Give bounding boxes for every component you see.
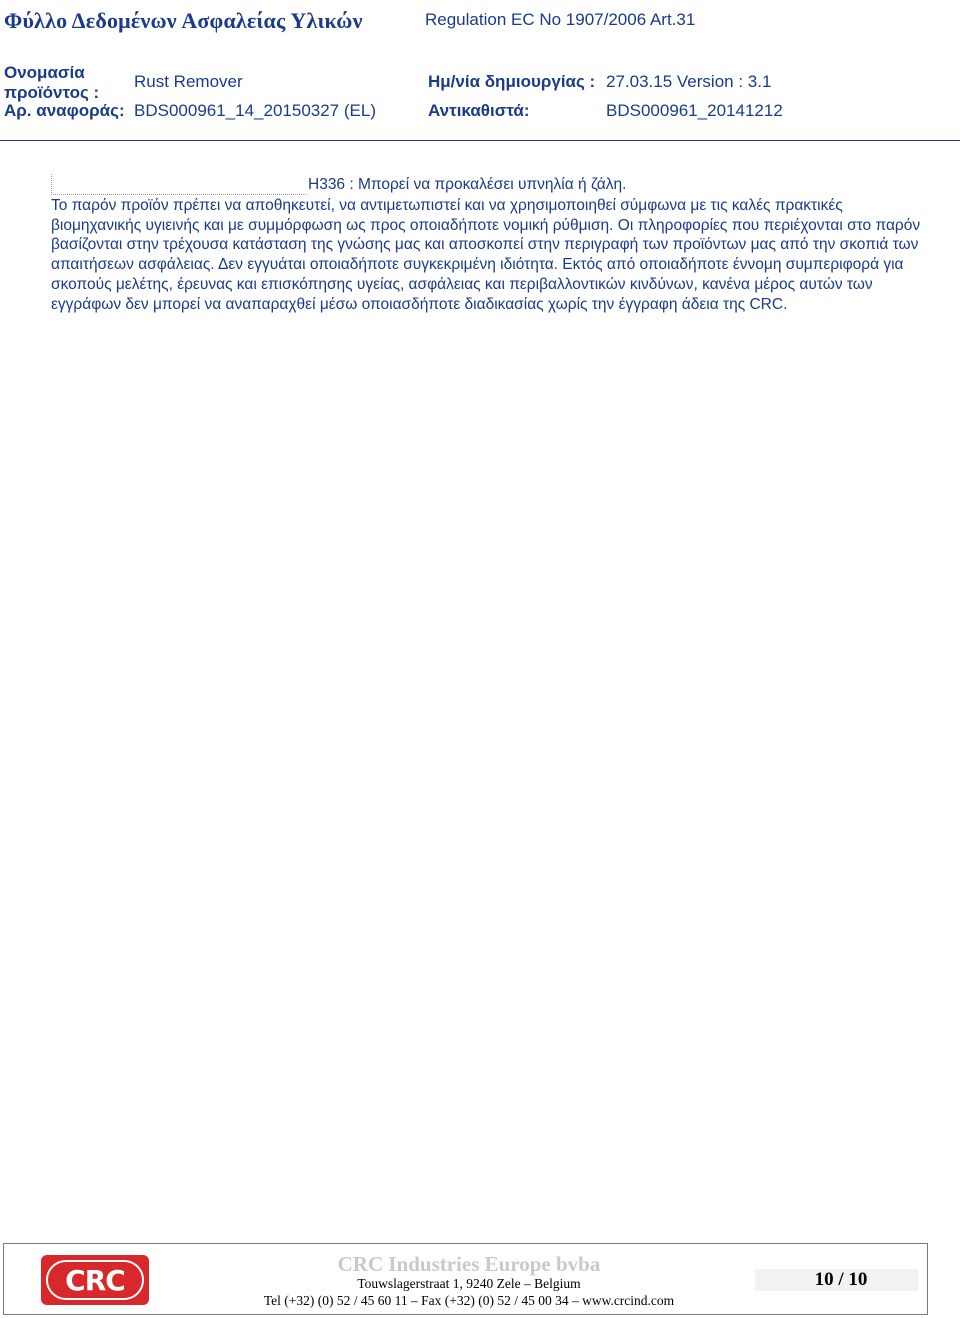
product-name-value: Rust Remover [134,72,243,91]
product-name-label [4,63,99,103]
regulation-label: Regulation EC No 1907/2006 Art.31 [425,10,696,29]
header-divider [0,140,960,141]
reference-number-label: Αρ. αναφοράς: [4,101,125,120]
crc-logo-text: CRC [65,1263,125,1297]
page-number: 10 / 10 [814,1269,868,1290]
crc-logo-icon [41,1255,149,1305]
product-name-label-line1: Ονομασία [4,63,85,82]
company-address: Touwslagerstraat 1, 9240 Zele – Belgium [357,1276,581,1291]
creation-date-value: 27.03.15 Version : 3.1 [606,72,772,91]
hazard-statement: H336 : Μπορεί να προκαλέσει υπνηλία ή ζάλη. [308,176,627,193]
crc-logo-ring [46,1260,144,1300]
company-name: CRC Industries Europe bvba [337,1252,601,1276]
disclaimer-paragraph: Το παρόν προϊόν πρέπει να αποθηκευτεί, να αντιμετωπιστεί και να χρησιμοποιηθεί σύμφωνα με τις καλές πρακτικές βιομηχανικής υγιεινής και με συμμόρφωση ως προς οποιαδήποτε νομική ρύθμιση. Οι πληροφορίες που περιέχονται στο παρόν βασίζονται στην τρέχουσα κατάσταση της γνώσης μας και αποσκοπεί στην περιγραφή των προϊόντων μας από την σκοπιά των απαιτήσεων ασφάλειας. Δεν εγγυάται οποιαδήποτε συγκεκριμένη ιδιότητα. Εκτός από οποιαδήποτε έννομη συμπεριφορά για σκοπούς μελέτης, έρευνας και επισκόπησης υγείας, ασφάλειας και περιβαλλοντικών κινδύνων, κανένα μέρος αυτών των εγγράφων δεν μπορεί να αναπαραχθεί μέσω οποιασδήποτε διαδικασίας χωρίς την έγγραφη άδεια της CRC. [51,197,921,313]
document-title: Φύλλο Δεδομένων Ασφαλείας Υλικών [4,8,363,33]
replaces-value: BDS000961_20141212 [606,101,783,120]
reference-number-value: BDS000961_14_20150327 (EL) [134,101,376,120]
hazard-table-cell [51,174,306,195]
company-contact: Tel (+32) (0) 52 / 45 60 11 – Fax (+32) (0) 52 / 45 00 34 – www.crcind.com [263,1293,675,1308]
creation-date-label: Ημ/νία δημιουργίας : [428,72,596,91]
replaces-label: Αντικαθιστά: [428,101,530,120]
page-footer [3,1243,928,1315]
product-name-label-line2: προϊόντος : [4,83,100,102]
